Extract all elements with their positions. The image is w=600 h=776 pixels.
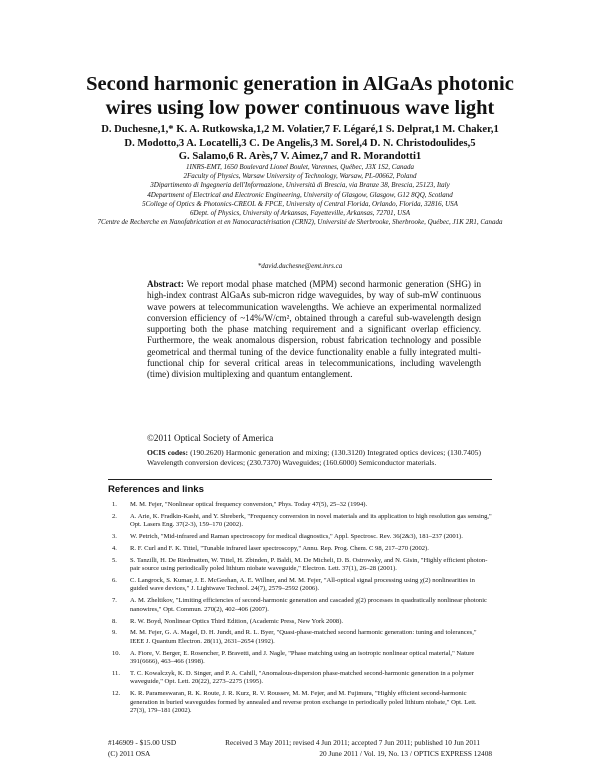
reference-number: 10. bbox=[112, 649, 121, 657]
author-list bbox=[70, 123, 530, 164]
authors-line-1: D. Duchesne,1,* K. A. Rutkowska,1,2 M. Volatier,7 F. Légaré,1 S. Delprat,1 M. Chaker,1 bbox=[101, 124, 499, 135]
abstract bbox=[147, 279, 481, 381]
reference-text: A. Arie, K. Fradkin-Kashi, and Y. Shreberk, "Frequency conversion in novel materials and its application to high resolution gas sensing," Opt. Lasers Eng. 37(2-3), 159–170 (2002). bbox=[130, 512, 492, 529]
reference-text: W. Petrich, "Mid-infrared and Raman spectroscopy for medical diagnostics," Appl. Spectrosc. Rev. 36(2&3), 181–237 (2001). bbox=[130, 533, 463, 541]
affiliation-5: 5College of Optics & Photonics-CREOL & FPCE, University of Central Florida, Orlando, Florida, 32816, USA bbox=[142, 199, 458, 208]
reference-text: A. M. Zheltikov, "Limiting efficiencies of second-harmonic generation and cascaded χ(2) processes in quadratically nonlinear photonic nanowires," Opt. Commun. 270(2), 402–406 (2007). bbox=[130, 597, 487, 613]
reference-list bbox=[108, 501, 492, 719]
reference-item bbox=[108, 533, 492, 542]
reference-number: 9. bbox=[112, 629, 117, 637]
reference-number: 5. bbox=[112, 556, 117, 564]
corresponding-email: *david.duchesne@emt.inrs.ca bbox=[257, 262, 343, 270]
reference-number: 12. bbox=[112, 690, 121, 698]
reference-item bbox=[108, 577, 492, 594]
ocis-text: (190.2620) Harmonic generation and mixing; (130.3120) Integrated optics devices; (130.7405) Wavelength conversion devices; (230.7370) Waveguides; (160.6000) Semiconductor materials. bbox=[147, 448, 481, 467]
affiliation-2: 2Faculty of Physics, Warsaw University of Technology, Warsaw, PL-00662, Poland bbox=[183, 172, 417, 181]
reference-item bbox=[108, 650, 492, 667]
reference-number: 4. bbox=[112, 544, 117, 552]
footer-article-id: #146909 - $15.00 USD bbox=[108, 738, 177, 747]
footer-journal: 20 June 2011 / Vol. 19, No. 13 / OPTICS EXPRESS 12408 bbox=[319, 749, 492, 758]
section-divider bbox=[108, 479, 492, 480]
affiliation-3: 3Dipartimento di Ingegneria dell'Informazione, Università di Brescia, via Branze 38, Brescia, 25123, Italy bbox=[150, 181, 450, 190]
reference-text: T. C. Kowalczyk, K. D. Singer, and P. A. Cahill, "Anomalous-dispersion phase-matched second-harmonic generation in a polymer waveguide," Opt. Lett. 20(22), 2273–2275 (1995). bbox=[130, 669, 474, 686]
reference-item bbox=[108, 501, 492, 510]
footer-copyright: (C) 2011 OSA bbox=[108, 749, 151, 758]
title-line-2: wires using low power continuous wave light bbox=[105, 97, 495, 119]
reference-text: A. Fiore, V. Berger, E. Rosencher, P. Bravetti, and J. Nagle, "Phase matching using an isotropic nonlinear optical material," Nature 391(6666), 463–466 (1998). bbox=[130, 649, 475, 666]
title-line-1: Second harmonic generation in AlGaAs photonic bbox=[86, 73, 514, 95]
reference-item bbox=[108, 629, 492, 646]
reference-text: M. M. Fejer, "Nonlinear optical frequency conversion," Phys. Today 47(5), 25–32 (1994). bbox=[130, 501, 368, 508]
affiliation-7: 7Centre de Recherche en Nanofabrication et en Nanocaractérisation (CRN2), Université de Sherbrooke, Sherbrooke, Québec, J1K 2R1, Canada bbox=[97, 218, 503, 227]
reference-text: R. W. Boyd, Nonlinear Optics Third Edition, (Academic Press, New York 2008). bbox=[130, 617, 344, 625]
affiliations bbox=[95, 163, 505, 227]
paper-title bbox=[60, 72, 540, 120]
ocis-codes bbox=[147, 448, 481, 468]
affiliation-1: 1INRS-EMT, 1650 Boulevard Lionel Boulet, Varennes, Québec, J3X 1S2, Canada bbox=[186, 163, 414, 171]
reference-text: M. M. Fejer, G. A. Magel, D. H. Jundt, and R. L. Byer, "Quasi-phase-matched second harmonic generation: tuning and tolerances," IEEE J. Quantum Electron. 28(11), 2631–2654 (1992). bbox=[130, 629, 477, 645]
reference-item bbox=[108, 513, 492, 530]
reference-number: 1. bbox=[112, 501, 117, 508]
affiliation-6: 6Dept. of Physics, University of Arkansas, Fayetteville, Arkansas, 72701, USA bbox=[189, 209, 410, 218]
affiliation-4: 4Department of Electrical and Electronic Engineering, University of Glasgow, Glasgow, G12 8QQ, Scotland bbox=[147, 190, 453, 199]
reference-item bbox=[108, 618, 492, 627]
authors-line-3: G. Salamo,6 R. Arès,7 V. Aimez,7 and R. Morandotti1 bbox=[178, 151, 422, 162]
reference-number: 3. bbox=[112, 533, 117, 541]
authors-line-2: D. Modotto,3 A. Locatelli,3 C. De Angelis,3 M. Sorel,4 D. N. Christodoulides,5 bbox=[124, 137, 476, 149]
reference-item bbox=[108, 690, 492, 716]
reference-number: 2. bbox=[112, 512, 117, 520]
footer-dates: Received 3 May 2011; revised 4 Jun 2011; accepted 7 Jun 2011; published 10 Jun 2011 bbox=[225, 738, 480, 747]
reference-text: S. Tanzilli, H. De Riedmatten, W. Tittel, H. Zbinden, P. Baldi, M. De Micheli, D. B. Ostrowsky, and N. Gisin, "Highly efficient photon-pair source using periodically poled lithium niobate waveguide," Electron. Lett. 37(1), 26–28 (2001). bbox=[130, 556, 488, 573]
reference-text: R. F. Curl and F. K. Tittel, "Tunable infrared laser spectroscopy," Annu. Rep. Prog. Chem. C 98, 217–270 (2002). bbox=[130, 544, 429, 552]
reference-item bbox=[108, 597, 492, 614]
reference-item bbox=[108, 670, 492, 687]
reference-number: 8. bbox=[112, 617, 117, 625]
ocis-label: OCIS codes: bbox=[147, 448, 188, 457]
copyright-notice: ©2011 Optical Society of America bbox=[147, 433, 274, 443]
reference-item bbox=[108, 545, 492, 554]
abstract-label: Abstract: bbox=[147, 279, 184, 289]
references-heading: References and links bbox=[108, 484, 204, 495]
reference-number: 6. bbox=[112, 576, 117, 584]
reference-text: K. R. Parameswaran, R. K. Route, J. R. Kurz, R. V. Roussev, M. M. Fejer, and M. Fujimura, "Highly efficient second-harmonic generation in buried waveguides formed by annealed and reverse proton exchange in periodically poled lithium niobate," Opt. Lett. 27(3), 179–181 (2002). bbox=[130, 690, 477, 715]
reference-number: 7. bbox=[112, 597, 117, 605]
reference-item bbox=[108, 557, 492, 574]
reference-text: C. Langrock, S. Kumar, J. E. McGeehan, A. E. Willner, and M. M. Fejer, "All-optical signal processing using χ(2) nonlinearities in guided wave devices," J. Lightwave Technol. 24(7), 2579–2592 (2006). bbox=[130, 576, 475, 593]
abstract-text: We report modal phase matched (MPM) second harmonic generation (SHG) in high-index contrast AlGaAs sub-micron ridge waveguides, by way of sub-mW continuous wave powers at telecommunication wavelengths. We achieve an experimental normalized conversion efficiency of ~14%/W/cm², obtained through a careful sub-wavelength design supporting both the phase matching requirement and a significant overlap efficiency. Furthermore, the weak anomalous dispersion, robust fabrication technology and possible geometrical and thermal tuning of the device functionality enable a fully integrated multi-functional chip for several critical areas in telecommunications, including wavelength (time) division multiplexing and quantum entanglement. bbox=[147, 279, 482, 380]
reference-number: 11. bbox=[112, 669, 120, 677]
